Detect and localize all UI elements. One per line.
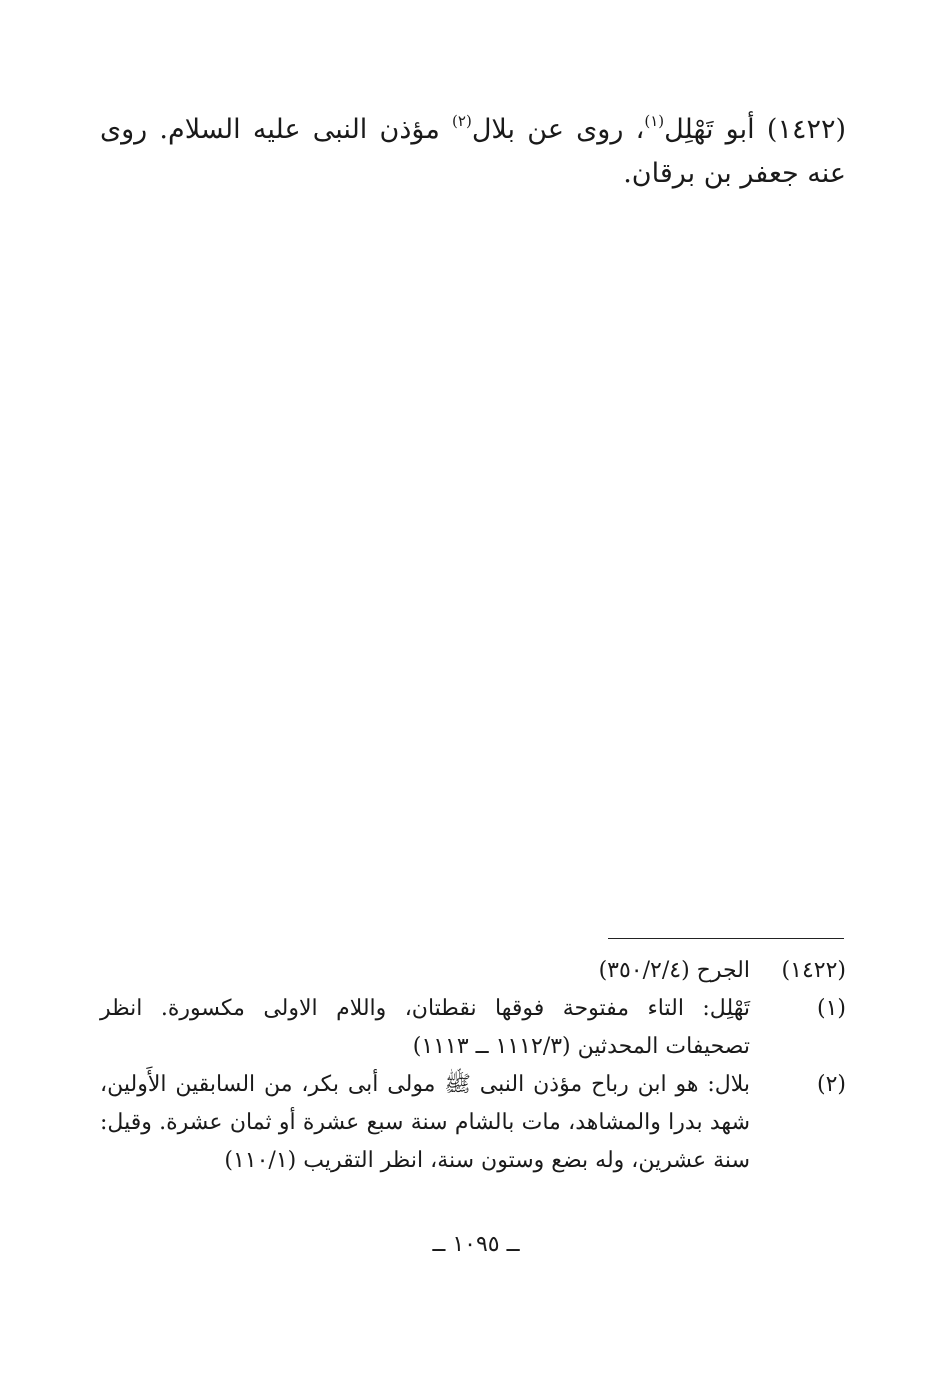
footnote-ref-1: (١) <box>644 112 665 130</box>
entry-name: أبو تَهْلِل <box>664 114 755 145</box>
footnote-text: الجرح (٣٥٠/٢/٤) <box>598 958 750 983</box>
footnote-text: تَهْلِل: التاء مفتوحة فوقها نقطتان، واللام الاولى مكسورة. انظر تصحيفات المحدثين (١١١٢/٣ ــ ١١١٣) <box>100 996 750 1059</box>
footnote-item <box>100 952 846 990</box>
entry-text-a: ، روى عن بلال <box>471 114 645 145</box>
footnote-number: (٢) <box>816 1072 846 1097</box>
page-number: ــ ١٠٩٥ ــ <box>432 1232 520 1257</box>
footnote-ref-2: (٢) <box>452 112 472 130</box>
entry-paragraph <box>100 108 846 196</box>
entry-text-b: مؤذن النبى عليه السلام. روى عنه جعفر بن برقان. <box>100 114 846 189</box>
footnote-item <box>100 990 846 1066</box>
footnote-number: (١٤٢٢) <box>781 958 846 983</box>
footnote-text: بلال: هو ابن رباح مؤذن النبى ﷺ مولى أبى بكر، من السابقين الأَولين، شهد بدرا والمشاهد، مات بالشام سنة سبع عشرة أو ثمان عشرة. وقيل: سنة عشرين، وله بضع وستون سنة، انظر التقريب (١١٠/١) <box>100 1072 750 1173</box>
footnote-number: (١) <box>816 996 846 1021</box>
footnotes <box>100 952 846 1180</box>
entry-number: (١٤٢٢) <box>766 114 846 145</box>
footnote-divider <box>608 938 844 939</box>
footnote-item <box>100 1066 846 1180</box>
